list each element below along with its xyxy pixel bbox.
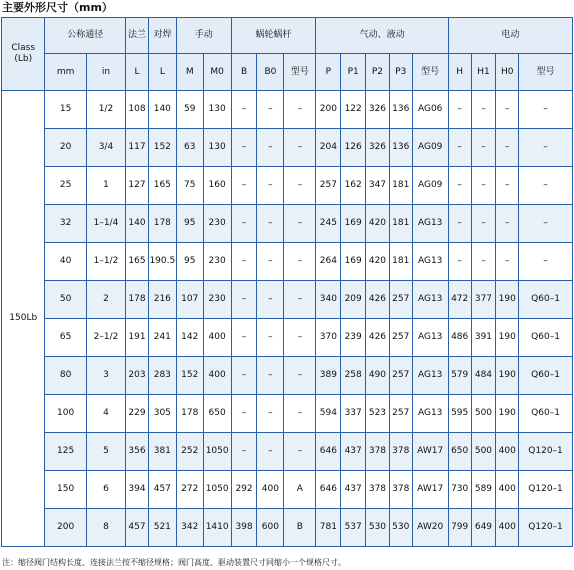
table-cell: 63 xyxy=(176,129,203,167)
table-cell: 50 xyxy=(45,281,86,319)
table-cell: – xyxy=(231,319,257,357)
table-cell: 400 xyxy=(203,319,231,357)
header-electric: 电动 xyxy=(448,18,572,54)
column-header: M0 xyxy=(203,54,231,91)
table-cell: 25 xyxy=(45,167,86,205)
table-cell: 1–1/4 xyxy=(86,205,125,243)
table-cell: 100 xyxy=(45,395,86,433)
table-cell: 59 xyxy=(176,91,203,129)
table-cell: 579 xyxy=(448,357,471,395)
table-cell: 108 xyxy=(126,91,149,129)
table-cell: AG06 xyxy=(412,91,448,129)
table-cell: – xyxy=(257,281,284,319)
column-header: M xyxy=(176,54,203,91)
column-header: 型号 xyxy=(519,54,573,91)
table-cell: 257 xyxy=(389,319,412,357)
table-cell: AG13 xyxy=(412,319,448,357)
table-cell: – xyxy=(231,91,257,129)
table-cell: 181 xyxy=(389,167,412,205)
table-cell: 142 xyxy=(176,319,203,357)
table-cell: AG13 xyxy=(412,281,448,319)
table-cell: 95 xyxy=(176,205,203,243)
table-row xyxy=(2,471,573,509)
table-cell: 152 xyxy=(148,129,176,167)
table-cell: Q120–1 xyxy=(519,471,573,509)
table-cell: – xyxy=(284,243,316,281)
table-cell: 400 xyxy=(203,357,231,395)
table-cell: – xyxy=(231,281,257,319)
table-cell: 181 xyxy=(389,243,412,281)
column-header: 型号 xyxy=(412,54,448,91)
table-cell: 6 xyxy=(86,471,125,509)
table-cell: – xyxy=(471,129,496,167)
table-cell: 169 xyxy=(341,243,366,281)
table-cell: 130 xyxy=(203,129,231,167)
table-cell: – xyxy=(496,129,519,167)
table-cell: 457 xyxy=(148,471,176,509)
table-cell: – xyxy=(257,205,284,243)
table-cell: 486 xyxy=(448,319,471,357)
table-cell: 378 xyxy=(389,433,412,471)
table-cell: B xyxy=(284,509,316,547)
table-cell: 162 xyxy=(341,167,366,205)
table-cell: 75 xyxy=(176,167,203,205)
table-cell: 356 xyxy=(126,433,149,471)
footnote: 注：缩径阀门结构长度、连接法兰按不缩径规格；阀门高度、驱动装置尺寸同缩小一个规格尺寸。 xyxy=(2,558,346,567)
table-cell: – xyxy=(231,433,257,471)
table-cell: 65 xyxy=(45,319,86,357)
table-cell: 400 xyxy=(257,471,284,509)
column-header: H xyxy=(448,54,471,91)
table-cell: Q120–1 xyxy=(519,509,573,547)
table-cell: 389 xyxy=(316,357,341,395)
table-cell: 1050 xyxy=(203,471,231,509)
header-flange: 法兰 xyxy=(126,18,149,54)
table-cell: 216 xyxy=(148,281,176,319)
table-title: 主要外形尺寸（mm） xyxy=(2,1,113,14)
table-cell: 378 xyxy=(366,433,390,471)
table-cell: – xyxy=(284,357,316,395)
table-cell: 178 xyxy=(126,281,149,319)
table-cell: AW20 xyxy=(412,509,448,547)
table-cell: 257 xyxy=(316,167,341,205)
table-cell: 272 xyxy=(176,471,203,509)
table-cell: 326 xyxy=(366,91,390,129)
table-cell: 420 xyxy=(366,243,390,281)
table-cell: 2–1/2 xyxy=(86,319,125,357)
table-cell: 457 xyxy=(126,509,149,547)
table-cell: – xyxy=(231,205,257,243)
column-header: mm xyxy=(45,54,86,91)
table-cell: – xyxy=(471,167,496,205)
table-cell: – xyxy=(496,205,519,243)
table-cell: 523 xyxy=(366,395,390,433)
table-cell: 781 xyxy=(316,509,341,547)
table-cell: – xyxy=(257,357,284,395)
header-row-groups xyxy=(2,18,573,54)
table-cell: 190 xyxy=(496,395,519,433)
table-cell: 230 xyxy=(203,205,231,243)
table-cell: – xyxy=(257,167,284,205)
column-header: P3 xyxy=(389,54,412,91)
table-cell: 190 xyxy=(496,281,519,319)
table-cell: 305 xyxy=(148,395,176,433)
table-cell: 1/2 xyxy=(86,91,125,129)
header-manual: 手动 xyxy=(176,18,231,54)
table-cell: 178 xyxy=(176,395,203,433)
table-row xyxy=(2,395,573,433)
table-cell: 136 xyxy=(389,129,412,167)
table-cell: 136 xyxy=(389,91,412,129)
table-cell: Q60–1 xyxy=(519,395,573,433)
table-cell: A xyxy=(284,471,316,509)
table-cell: 190 xyxy=(496,319,519,357)
table-cell: 191 xyxy=(126,319,149,357)
table-cell: 394 xyxy=(126,471,149,509)
table-cell: – xyxy=(231,167,257,205)
table-cell: 204 xyxy=(316,129,341,167)
column-header: P xyxy=(316,54,341,91)
table-cell: 292 xyxy=(231,471,257,509)
table-cell: 264 xyxy=(316,243,341,281)
table-cell: 107 xyxy=(176,281,203,319)
table-cell: 437 xyxy=(341,471,366,509)
table-cell: – xyxy=(519,205,573,243)
table-cell: – xyxy=(231,129,257,167)
table-cell: Q60–1 xyxy=(519,319,573,357)
header-pneumatic-hydraulic: 气动、液动 xyxy=(316,18,448,54)
table-cell: AG13 xyxy=(412,395,448,433)
column-header: in xyxy=(86,54,125,91)
table-cell: AW17 xyxy=(412,433,448,471)
table-cell: 178 xyxy=(148,205,176,243)
table-cell: 400 xyxy=(496,433,519,471)
column-header: H1 xyxy=(471,54,496,91)
table-cell: 600 xyxy=(257,509,284,547)
table-cell: – xyxy=(231,357,257,395)
table-cell: Q60–1 xyxy=(519,281,573,319)
table-cell: – xyxy=(471,243,496,281)
table-cell: 437 xyxy=(341,433,366,471)
table-cell: 3/4 xyxy=(86,129,125,167)
table-row xyxy=(2,129,573,167)
table-cell: 4 xyxy=(86,395,125,433)
table-cell: – xyxy=(448,167,471,205)
table-cell: 230 xyxy=(203,281,231,319)
table-cell: 326 xyxy=(366,129,390,167)
table-cell: 20 xyxy=(45,129,86,167)
table-cell: 472 xyxy=(448,281,471,319)
table-cell: 340 xyxy=(316,281,341,319)
table-cell: 190.5 xyxy=(148,243,176,281)
table-cell: 730 xyxy=(448,471,471,509)
table-cell: 200 xyxy=(316,91,341,129)
table-row xyxy=(2,357,573,395)
table-cell: 381 xyxy=(148,433,176,471)
table-cell: – xyxy=(284,91,316,129)
table-cell: – xyxy=(519,243,573,281)
table-cell: 426 xyxy=(366,281,390,319)
column-header: L xyxy=(126,54,149,91)
table-cell: – xyxy=(284,281,316,319)
column-header: B0 xyxy=(257,54,284,91)
table-cell: 140 xyxy=(148,91,176,129)
header-butt-weld: 对焊 xyxy=(148,18,176,54)
table-cell: AW17 xyxy=(412,471,448,509)
column-header: P1 xyxy=(341,54,366,91)
header-row-columns xyxy=(2,54,573,91)
table-cell: 426 xyxy=(366,319,390,357)
table-cell: – xyxy=(448,129,471,167)
table-cell: – xyxy=(257,395,284,433)
table-cell: – xyxy=(519,91,573,129)
table-cell: – xyxy=(284,205,316,243)
table-cell: 257 xyxy=(389,281,412,319)
table-cell: – xyxy=(448,91,471,129)
table-cell: – xyxy=(496,91,519,129)
table-cell: 650 xyxy=(448,433,471,471)
table-cell: 230 xyxy=(203,243,231,281)
table-cell: 283 xyxy=(148,357,176,395)
table-cell: – xyxy=(231,243,257,281)
column-header: P2 xyxy=(366,54,390,91)
table-cell: AG09 xyxy=(412,129,448,167)
table-cell: 190 xyxy=(496,357,519,395)
table-cell: 1050 xyxy=(203,433,231,471)
table-cell: 203 xyxy=(126,357,149,395)
column-header: B xyxy=(231,54,257,91)
table-cell: – xyxy=(448,205,471,243)
table-cell: 152 xyxy=(176,357,203,395)
table-cell: 181 xyxy=(389,205,412,243)
table-cell: 32 xyxy=(45,205,86,243)
table-cell: 420 xyxy=(366,205,390,243)
table-cell: 122 xyxy=(341,91,366,129)
table-cell: – xyxy=(257,319,284,357)
table-cell: 8 xyxy=(86,509,125,547)
table-cell: 649 xyxy=(471,509,496,547)
table-row xyxy=(2,91,573,129)
table-cell: 342 xyxy=(176,509,203,547)
table-cell: 530 xyxy=(366,509,390,547)
table-row xyxy=(2,319,573,357)
table-cell: Q120–1 xyxy=(519,433,573,471)
table-cell: – xyxy=(284,433,316,471)
table-cell: 1410 xyxy=(203,509,231,547)
table-cell: 391 xyxy=(471,319,496,357)
table-cell: 80 xyxy=(45,357,86,395)
table-cell: – xyxy=(496,167,519,205)
table-cell: – xyxy=(448,243,471,281)
table-cell: 337 xyxy=(341,395,366,433)
table-cell: 650 xyxy=(203,395,231,433)
table-cell: 1 xyxy=(86,167,125,205)
header-nominal-size: 公称通径 xyxy=(45,18,126,54)
table-cell: – xyxy=(519,129,573,167)
table-cell: – xyxy=(496,243,519,281)
table-cell: 40 xyxy=(45,243,86,281)
table-cell: – xyxy=(284,395,316,433)
header-worm-gear: 蜗轮蜗杆 xyxy=(231,18,316,54)
table-cell: 169 xyxy=(341,205,366,243)
table-cell: – xyxy=(257,91,284,129)
table-cell: 530 xyxy=(389,509,412,547)
table-cell: 378 xyxy=(389,471,412,509)
table-cell: 500 xyxy=(471,395,496,433)
table-cell: 347 xyxy=(366,167,390,205)
table-cell: 500 xyxy=(471,433,496,471)
table-cell: 484 xyxy=(471,357,496,395)
table-cell: 589 xyxy=(471,471,496,509)
table-row xyxy=(2,281,573,319)
table-cell: 165 xyxy=(126,243,149,281)
table-cell: 95 xyxy=(176,243,203,281)
table-cell: 521 xyxy=(148,509,176,547)
table-cell: AG13 xyxy=(412,205,448,243)
table-cell: Q60–1 xyxy=(519,357,573,395)
table-row xyxy=(2,243,573,281)
class-cell: 150Lb xyxy=(2,91,45,547)
table-cell: 377 xyxy=(471,281,496,319)
table-cell: – xyxy=(284,167,316,205)
column-header: 型号 xyxy=(284,54,316,91)
table-cell: 239 xyxy=(341,319,366,357)
table-cell: – xyxy=(519,167,573,205)
table-cell: 400 xyxy=(496,471,519,509)
table-cell: 257 xyxy=(389,357,412,395)
table-cell: – xyxy=(284,319,316,357)
table-cell: 160 xyxy=(203,167,231,205)
table-cell: – xyxy=(257,243,284,281)
table-cell: 117 xyxy=(126,129,149,167)
table-cell: 799 xyxy=(448,509,471,547)
table-cell: 127 xyxy=(126,167,149,205)
table-cell: 2 xyxy=(86,281,125,319)
table-row xyxy=(2,509,573,547)
table-cell: 125 xyxy=(45,433,86,471)
table-cell: 15 xyxy=(45,91,86,129)
column-header: H0 xyxy=(496,54,519,91)
table-cell: 200 xyxy=(45,509,86,547)
table-cell: AG13 xyxy=(412,357,448,395)
table-cell: 165 xyxy=(148,167,176,205)
table-cell: 537 xyxy=(341,509,366,547)
table-cell: 140 xyxy=(126,205,149,243)
table-cell: 3 xyxy=(86,357,125,395)
table-cell: 150 xyxy=(45,471,86,509)
table-cell: 245 xyxy=(316,205,341,243)
table-cell: – xyxy=(257,433,284,471)
table-cell: 398 xyxy=(231,509,257,547)
table-cell: AG13 xyxy=(412,243,448,281)
table-cell: 646 xyxy=(316,471,341,509)
column-header: L xyxy=(148,54,176,91)
table-cell: 241 xyxy=(148,319,176,357)
table-cell: – xyxy=(471,91,496,129)
table-cell: 209 xyxy=(341,281,366,319)
table-cell: 258 xyxy=(341,357,366,395)
dimensions-table xyxy=(1,17,573,547)
table-row xyxy=(2,433,573,471)
table-cell: 252 xyxy=(176,433,203,471)
table-cell: 229 xyxy=(126,395,149,433)
table-cell: 646 xyxy=(316,433,341,471)
table-cell: 130 xyxy=(203,91,231,129)
table-cell: 490 xyxy=(366,357,390,395)
table-cell: 126 xyxy=(341,129,366,167)
table-cell: – xyxy=(257,129,284,167)
table-cell: – xyxy=(471,205,496,243)
table-cell: – xyxy=(231,395,257,433)
table-cell: AG09 xyxy=(412,167,448,205)
table-cell: 594 xyxy=(316,395,341,433)
table-cell: 400 xyxy=(496,509,519,547)
table-cell: 1–1/2 xyxy=(86,243,125,281)
table-cell: – xyxy=(284,129,316,167)
header-class: Class (Lb) xyxy=(2,18,45,91)
table-row xyxy=(2,167,573,205)
table-cell: 378 xyxy=(366,471,390,509)
table-row xyxy=(2,205,573,243)
table-cell: 5 xyxy=(86,433,125,471)
table-cell: 595 xyxy=(448,395,471,433)
table-cell: 257 xyxy=(389,395,412,433)
table-cell: 370 xyxy=(316,319,341,357)
